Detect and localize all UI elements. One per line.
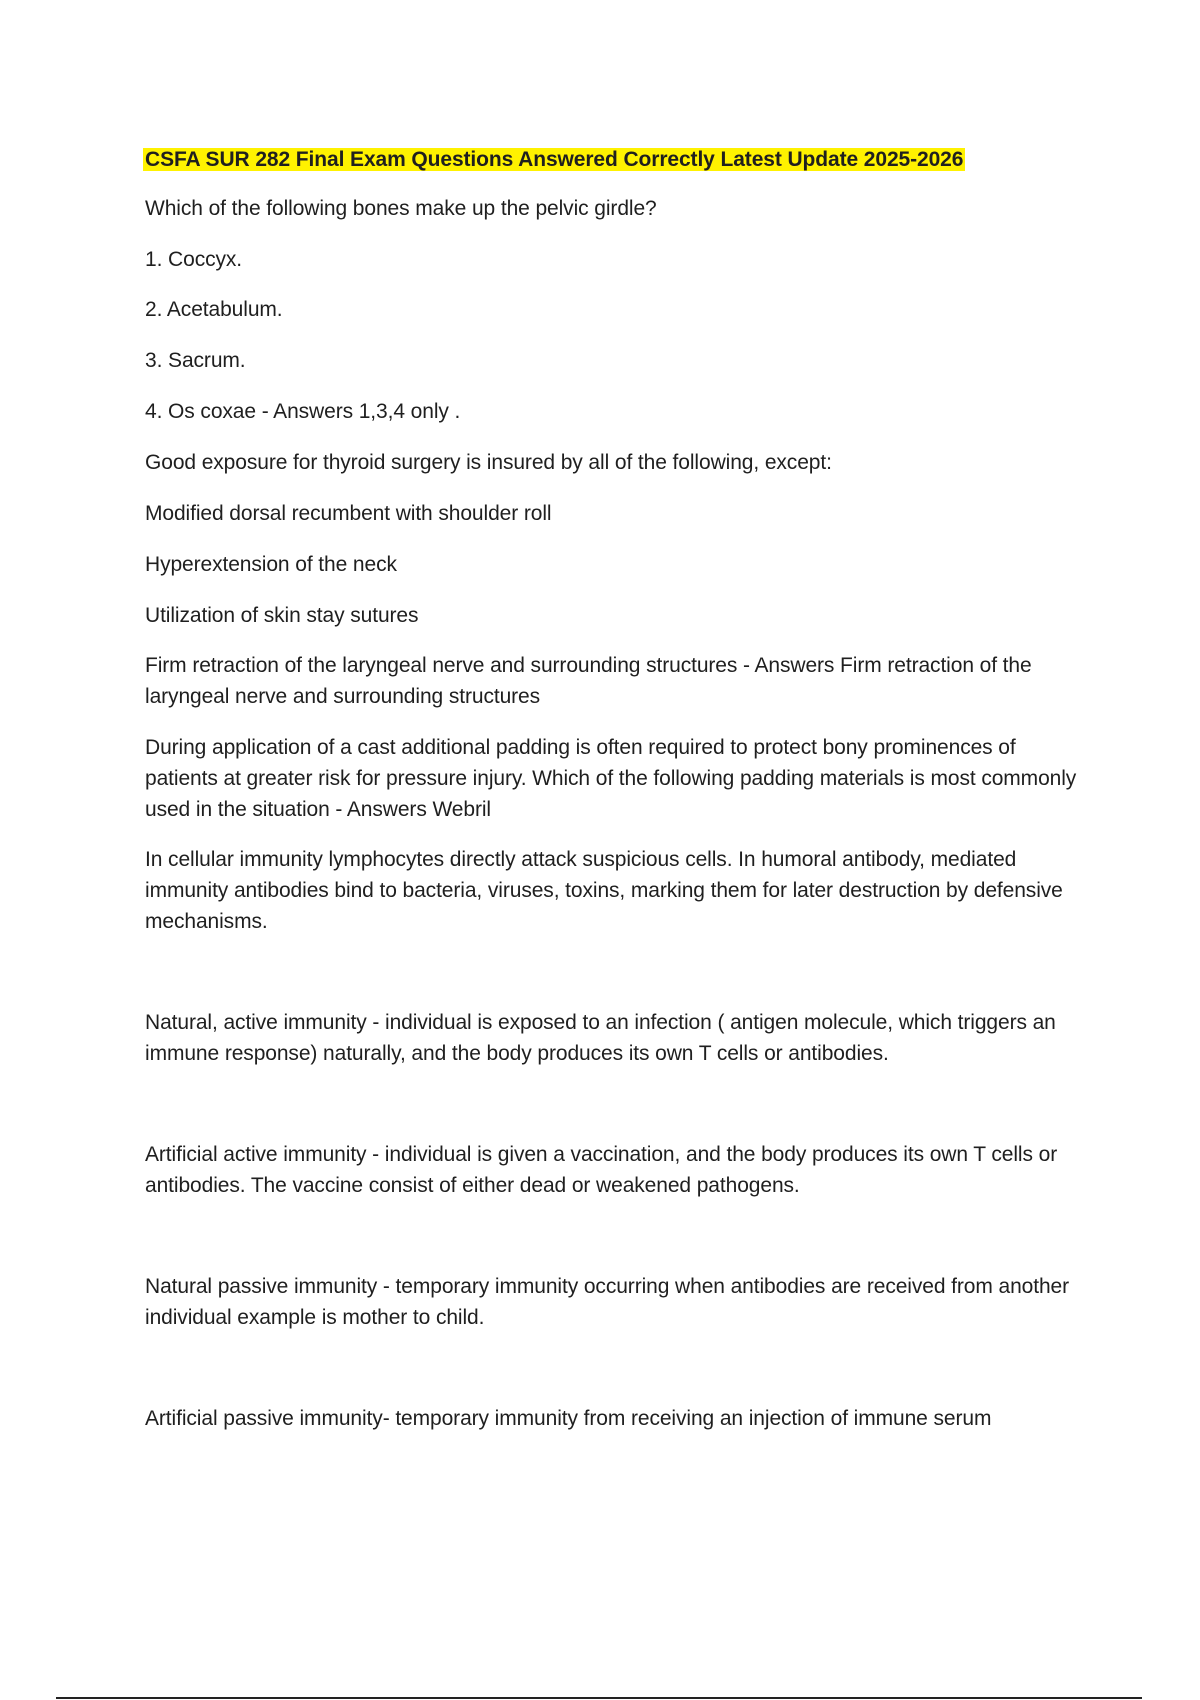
document-title: CSFA SUR 282 Final Exam Questions Answered Correctly Latest Update 2025-2026: [145, 148, 964, 171]
bottom-divider: [56, 1697, 1142, 1699]
question-cast-padding: During application of a cast additional padding is often required to protect bony prominences of patients at greater risk for pressure injury. Which of the following padding materials is most commonly used in the situation - Answers Webril: [145, 736, 1077, 821]
document-body: [145, 144, 1090, 1434]
option-dorsal-recumbent: Modified dorsal recumbent with shoulder roll: [145, 502, 552, 525]
paragraph-natural-passive-immunity: Natural passive immunity - temporary immunity occurring when antibodies are received from another individual example is mother to child.: [145, 1275, 1070, 1329]
option-skin-stay-sutures: Utilization of skin stay sutures: [145, 604, 419, 627]
option-os-coxae-answer: 4. Os coxae - Answers 1,3,4 only .: [145, 400, 461, 423]
document-title-line: [145, 144, 1090, 175]
paragraph-natural-active-immunity: Natural, active immunity - individual is exposed to an infection ( antigen molecule, which triggers an immune response) naturally, and the body produces its own T cells or antibodies.: [145, 1011, 1056, 1065]
question-pelvic-girdle: Which of the following bones make up the pelvic girdle?: [145, 197, 657, 220]
paragraph-artificial-active-immunity: Artificial active immunity - individual is given a vaccination, and the body produces its own T cells or antibodies. The vaccine consist of either dead or weakened pathogens.: [145, 1143, 1058, 1197]
paragraph-cellular-immunity: In cellular immunity lymphocytes directly attack suspicious cells. In humoral antibody, mediated immunity antibodies bind to bacteria, viruses, toxins, marking them for later destruction by defensive mechanisms.: [145, 848, 1063, 933]
option-laryngeal-answer: Firm retraction of the laryngeal nerve and surrounding structures - Answers Firm retraction of the laryngeal nerve and surrounding structures: [145, 654, 1032, 708]
option-acetabulum: 2. Acetabulum.: [145, 298, 283, 321]
option-coccyx: 1. Coccyx.: [145, 248, 243, 271]
paragraph-artificial-passive-immunity: Artificial passive immunity- temporary immunity from receiving an injection of immune serum: [145, 1407, 992, 1430]
option-hyperextension: Hyperextension of the neck: [145, 553, 397, 576]
question-thyroid-exposure: Good exposure for thyroid surgery is insured by all of the following, except:: [145, 451, 832, 474]
option-sacrum: 3. Sacrum.: [145, 349, 246, 372]
